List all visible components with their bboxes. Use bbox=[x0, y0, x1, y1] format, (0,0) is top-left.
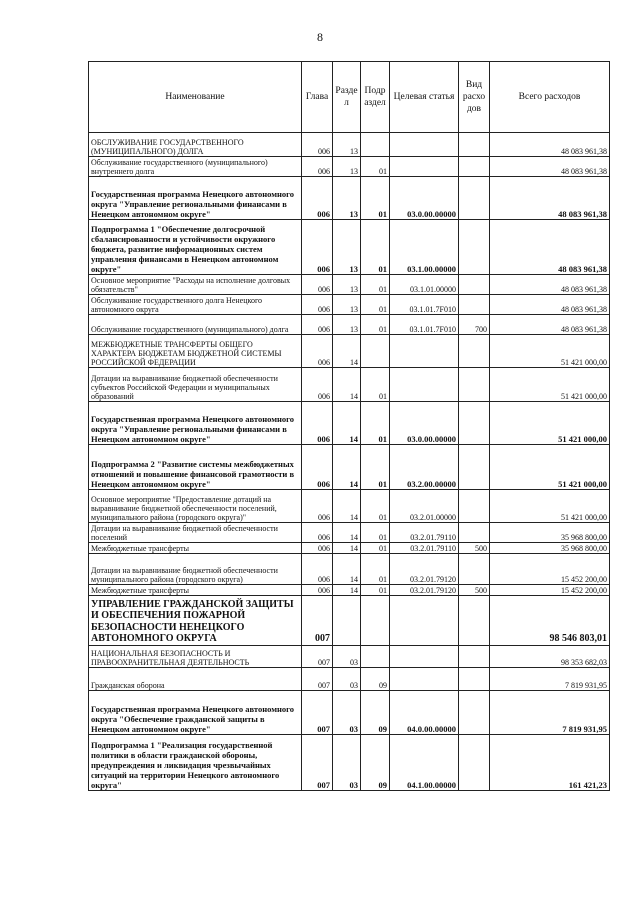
cell-total: 48 083 961,38 bbox=[490, 157, 610, 177]
cell-chapter: 007 bbox=[302, 691, 333, 735]
cell-target-article bbox=[390, 335, 459, 368]
cell-subsection: 09 bbox=[361, 668, 390, 691]
cell-subsection bbox=[361, 335, 390, 368]
cell-name: Подпрограмма 1 "Обеспечение долгосрочной сбалансированности и устойчивости окружного бюджета, развитие информационных систем управления финансами в Ненецком автономном округе" bbox=[89, 220, 302, 275]
cell-section: 14 bbox=[333, 368, 361, 402]
cell-section: 14 bbox=[333, 585, 361, 596]
table-row bbox=[89, 735, 610, 791]
cell-section: 14 bbox=[333, 445, 361, 490]
cell-name: Дотации на выравнивание бюджетной обеспеченности субъектов Российской Федерации и муниципальных образований bbox=[89, 368, 302, 402]
cell-total: 35 968 800,00 bbox=[490, 523, 610, 543]
cell-subsection: 01 bbox=[361, 554, 390, 585]
cell-expense-type bbox=[459, 157, 490, 177]
cell-chapter: 006 bbox=[302, 554, 333, 585]
cell-total: 51 421 000,00 bbox=[490, 335, 610, 368]
cell-expense-type bbox=[459, 646, 490, 668]
cell-name: Обслуживание государственного долга Ненецкого автономного округа bbox=[89, 295, 302, 315]
cell-target-article: 03.1.00.00000 bbox=[390, 220, 459, 275]
cell-total: 48 083 961,38 bbox=[490, 177, 610, 220]
table-body bbox=[89, 133, 610, 791]
cell-section: 03 bbox=[333, 691, 361, 735]
table-row bbox=[89, 315, 610, 335]
table-row bbox=[89, 554, 610, 585]
table-row bbox=[89, 275, 610, 295]
cell-name: Государственная программа Ненецкого автономного округа "Управление региональными финансами в Ненецком автономном округе" bbox=[89, 177, 302, 220]
cell-chapter: 006 bbox=[302, 335, 333, 368]
cell-name: Обслуживание государственного (муниципального) долга bbox=[89, 315, 302, 335]
header-subsection: Подр аздел bbox=[361, 62, 390, 133]
cell-expense-type bbox=[459, 402, 490, 445]
cell-subsection: 01 bbox=[361, 275, 390, 295]
page-number: 8 bbox=[317, 30, 323, 44]
cell-expense-type: 500 bbox=[459, 543, 490, 554]
header-row bbox=[89, 62, 610, 133]
cell-total: 48 083 961,38 bbox=[490, 275, 610, 295]
cell-subsection: 01 bbox=[361, 543, 390, 554]
cell-section: 03 bbox=[333, 646, 361, 668]
cell-section: 14 bbox=[333, 523, 361, 543]
cell-subsection: 01 bbox=[361, 523, 390, 543]
cell-name: Основное мероприятие "Предоставление дотаций на выравнивание бюджетной обеспеченности поселений, муниципального района (городского округа)" bbox=[89, 490, 302, 523]
cell-total: 48 083 961,38 bbox=[490, 220, 610, 275]
cell-section: 13 bbox=[333, 177, 361, 220]
cell-target-article: 03.2.01.00000 bbox=[390, 490, 459, 523]
cell-chapter: 006 bbox=[302, 543, 333, 554]
table-row bbox=[89, 157, 610, 177]
cell-name: Дотации на выравнивание бюджетной обеспеченности поселений bbox=[89, 523, 302, 543]
cell-name: Подпрограмма 2 "Развитие системы межбюджетных отношений и повышение финансовой грамотности в Ненецком автономном округе" bbox=[89, 445, 302, 490]
cell-chapter: 006 bbox=[302, 585, 333, 596]
cell-expense-type bbox=[459, 335, 490, 368]
cell-section: 14 bbox=[333, 335, 361, 368]
cell-total: 7 819 931,95 bbox=[490, 668, 610, 691]
cell-name: Подпрограмма 1 "Реализация государственной политики в области гражданской обороны, предупреждения и ликвидация чрезвычайных ситуаций на территории Ненецкого автономного округа" bbox=[89, 735, 302, 791]
table-row bbox=[89, 585, 610, 596]
cell-target-article: 03.1.01.7F010 bbox=[390, 315, 459, 335]
cell-expense-type bbox=[459, 368, 490, 402]
cell-chapter: 007 bbox=[302, 668, 333, 691]
header-target-article: Целевая статья bbox=[390, 62, 459, 133]
cell-name: Межбюджетные трансферты bbox=[89, 543, 302, 554]
table-row bbox=[89, 402, 610, 445]
cell-name: Обслуживание государственного (муниципального) внутреннего долга bbox=[89, 157, 302, 177]
cell-subsection: 09 bbox=[361, 735, 390, 791]
cell-total: 48 083 961,38 bbox=[490, 133, 610, 157]
cell-chapter: 006 bbox=[302, 133, 333, 157]
cell-expense-type bbox=[459, 523, 490, 543]
table-row bbox=[89, 133, 610, 157]
cell-total: 15 452 200,00 bbox=[490, 585, 610, 596]
cell-section: 13 bbox=[333, 157, 361, 177]
cell-name: Основное мероприятие "Расходы на исполнение долговых обязательств" bbox=[89, 275, 302, 295]
cell-section: 13 bbox=[333, 133, 361, 157]
table-row bbox=[89, 220, 610, 275]
cell-chapter: 006 bbox=[302, 368, 333, 402]
cell-chapter: 006 bbox=[302, 490, 333, 523]
table-row bbox=[89, 596, 610, 646]
cell-section: 14 bbox=[333, 554, 361, 585]
cell-total: 51 421 000,00 bbox=[490, 402, 610, 445]
cell-target-article: 03.0.00.00000 bbox=[390, 402, 459, 445]
cell-subsection: 01 bbox=[361, 445, 390, 490]
cell-target-article: 03.0.00.00000 bbox=[390, 177, 459, 220]
cell-target-article: 03.1.01.00000 bbox=[390, 275, 459, 295]
cell-section: 13 bbox=[333, 295, 361, 315]
cell-expense-type: 700 bbox=[459, 315, 490, 335]
cell-expense-type bbox=[459, 133, 490, 157]
table-row bbox=[89, 490, 610, 523]
cell-target-article: 03.2.01.79120 bbox=[390, 554, 459, 585]
cell-chapter: 006 bbox=[302, 523, 333, 543]
cell-total: 35 968 800,00 bbox=[490, 543, 610, 554]
cell-name: МЕЖБЮДЖЕТНЫЕ ТРАНСФЕРТЫ ОБЩЕГО ХАРАКТЕРА БЮДЖЕТАМ БЮДЖЕТНОЙ СИСТЕМЫ РОССИЙСКОЙ ФЕДЕРАЦИИ bbox=[89, 335, 302, 368]
cell-name: УПРАВЛЕНИЕ ГРАЖДАНСКОЙ ЗАЩИТЫ И ОБЕСПЕЧЕНИЯ ПОЖАРНОЙ БЕЗОПАСНОСТИ НЕНЕЦКОГО АВТОНОМНОГО ОКРУГА bbox=[89, 596, 302, 646]
cell-target-article: 03.2.01.79110 bbox=[390, 523, 459, 543]
table-row bbox=[89, 177, 610, 220]
cell-section: 14 bbox=[333, 402, 361, 445]
cell-chapter: 006 bbox=[302, 157, 333, 177]
cell-chapter: 006 bbox=[302, 402, 333, 445]
cell-expense-type bbox=[459, 445, 490, 490]
cell-target-article: 04.1.00.00000 bbox=[390, 735, 459, 791]
cell-chapter: 006 bbox=[302, 295, 333, 315]
cell-subsection: 01 bbox=[361, 402, 390, 445]
cell-total: 161 421,23 bbox=[490, 735, 610, 791]
cell-subsection: 01 bbox=[361, 315, 390, 335]
cell-total: 15 452 200,00 bbox=[490, 554, 610, 585]
cell-target-article: 03.2.01.79110 bbox=[390, 543, 459, 554]
cell-section bbox=[333, 596, 361, 646]
cell-subsection bbox=[361, 133, 390, 157]
cell-target-article bbox=[390, 157, 459, 177]
cell-expense-type bbox=[459, 554, 490, 585]
cell-subsection: 09 bbox=[361, 691, 390, 735]
cell-subsection: 01 bbox=[361, 368, 390, 402]
cell-total: 51 421 000,00 bbox=[490, 445, 610, 490]
cell-expense-type bbox=[459, 177, 490, 220]
cell-subsection: 01 bbox=[361, 177, 390, 220]
cell-subsection: 01 bbox=[361, 220, 390, 275]
cell-chapter: 007 bbox=[302, 735, 333, 791]
cell-expense-type bbox=[459, 220, 490, 275]
cell-total: 48 083 961,38 bbox=[490, 295, 610, 315]
cell-chapter: 007 bbox=[302, 646, 333, 668]
cell-subsection: 01 bbox=[361, 295, 390, 315]
cell-name: ОБСЛУЖИВАНИЕ ГОСУДАРСТВЕННОГО (МУНИЦИПАЛЬНОГО) ДОЛГА bbox=[89, 133, 302, 157]
table-row bbox=[89, 523, 610, 543]
cell-target-article: 03.2.00.00000 bbox=[390, 445, 459, 490]
cell-chapter: 006 bbox=[302, 315, 333, 335]
cell-subsection: 01 bbox=[361, 585, 390, 596]
table-row bbox=[89, 543, 610, 554]
cell-subsection bbox=[361, 596, 390, 646]
table-row bbox=[89, 691, 610, 735]
cell-expense-type bbox=[459, 668, 490, 691]
cell-section: 13 bbox=[333, 220, 361, 275]
table-row bbox=[89, 646, 610, 668]
cell-section: 14 bbox=[333, 543, 361, 554]
cell-target-article bbox=[390, 646, 459, 668]
cell-subsection bbox=[361, 646, 390, 668]
cell-total: 7 819 931,95 bbox=[490, 691, 610, 735]
header-expense-type: Вид расхо дов bbox=[459, 62, 490, 133]
cell-expense-type bbox=[459, 735, 490, 791]
cell-chapter: 006 bbox=[302, 275, 333, 295]
cell-expense-type bbox=[459, 275, 490, 295]
expenses-table bbox=[88, 61, 610, 791]
cell-name: Дотации на выравнивание бюджетной обеспеченности муниципального района (городского округа) bbox=[89, 554, 302, 585]
header-total: Всего расходов bbox=[490, 62, 610, 133]
cell-section: 14 bbox=[333, 490, 361, 523]
header-name: Наименование bbox=[89, 62, 302, 133]
cell-expense-type: 500 bbox=[459, 585, 490, 596]
cell-section: 03 bbox=[333, 668, 361, 691]
cell-expense-type bbox=[459, 691, 490, 735]
cell-expense-type bbox=[459, 490, 490, 523]
table-row bbox=[89, 445, 610, 490]
cell-section: 13 bbox=[333, 315, 361, 335]
cell-total: 48 083 961,38 bbox=[490, 315, 610, 335]
table-row bbox=[89, 335, 610, 368]
table-row bbox=[89, 295, 610, 315]
cell-target-article bbox=[390, 368, 459, 402]
cell-name: НАЦИОНАЛЬНАЯ БЕЗОПАСНОСТЬ И ПРАВООХРАНИТЕЛЬНАЯ ДЕЯТЕЛЬНОСТЬ bbox=[89, 646, 302, 668]
cell-total: 98 546 803,01 bbox=[490, 596, 610, 646]
header-chapter: Глава bbox=[302, 62, 333, 133]
cell-total: 51 421 000,00 bbox=[490, 368, 610, 402]
cell-expense-type bbox=[459, 295, 490, 315]
cell-total: 51 421 000,00 bbox=[490, 490, 610, 523]
table-row bbox=[89, 668, 610, 691]
cell-name: Государственная программа Ненецкого автономного округа "Управление региональными финансами в Ненецком автономном округе" bbox=[89, 402, 302, 445]
cell-target-article bbox=[390, 668, 459, 691]
cell-name: Государственная программа Ненецкого автономного округа "Обеспечение гражданской защиты в Ненецком автономном округе" bbox=[89, 691, 302, 735]
cell-subsection: 01 bbox=[361, 490, 390, 523]
cell-chapter: 006 bbox=[302, 177, 333, 220]
cell-name: Гражданская оборона bbox=[89, 668, 302, 691]
cell-chapter: 007 bbox=[302, 596, 333, 646]
cell-total: 98 353 682,03 bbox=[490, 646, 610, 668]
cell-target-article: 03.2.01.79120 bbox=[390, 585, 459, 596]
cell-subsection: 01 bbox=[361, 157, 390, 177]
cell-section: 03 bbox=[333, 735, 361, 791]
cell-target-article: 04.0.00.00000 bbox=[390, 691, 459, 735]
cell-target-article: 03.1.01.7F010 bbox=[390, 295, 459, 315]
cell-target-article bbox=[390, 133, 459, 157]
table-row bbox=[89, 368, 610, 402]
cell-section: 13 bbox=[333, 275, 361, 295]
header-section: Разде л bbox=[333, 62, 361, 133]
cell-chapter: 006 bbox=[302, 220, 333, 275]
cell-chapter: 006 bbox=[302, 445, 333, 490]
cell-target-article bbox=[390, 596, 459, 646]
cell-expense-type bbox=[459, 596, 490, 646]
cell-name: Межбюджетные трансферты bbox=[89, 585, 302, 596]
